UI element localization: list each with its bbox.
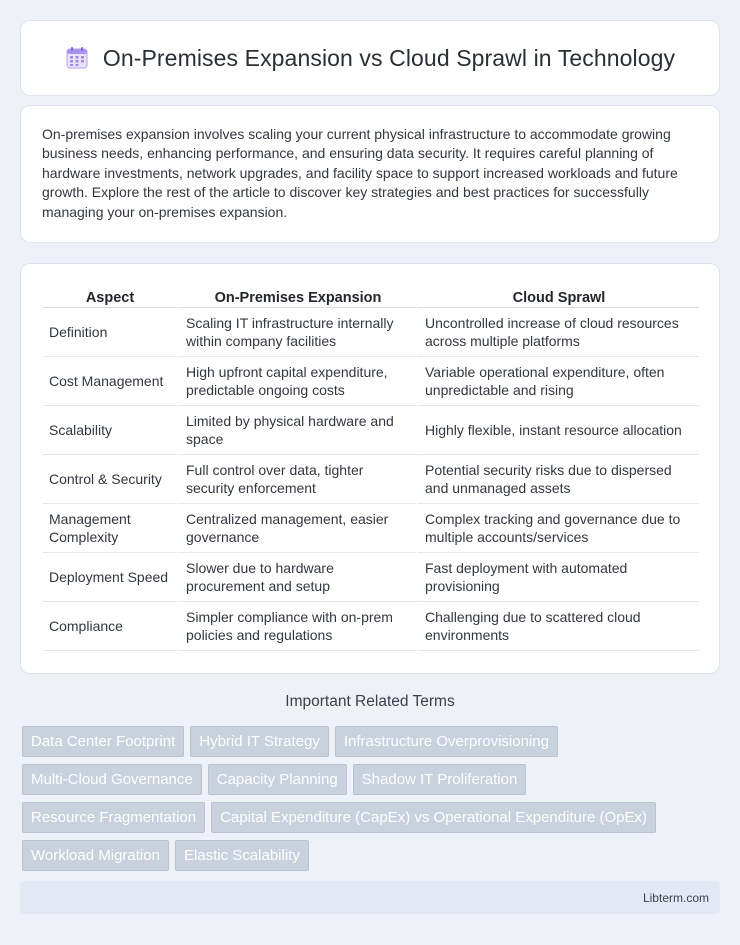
on-premises-cell: Scaling IT infrastructure internally within company facilities: [177, 308, 416, 357]
cloud-sprawl-cell: Complex tracking and governance due to multiple accounts/services: [416, 504, 699, 553]
table-row: [43, 602, 699, 651]
related-terms-list: [22, 726, 722, 878]
related-term-chip[interactable]: Capital Expenditure (CapEx) vs Operational Expenditure (OpEx): [211, 802, 656, 833]
table-row: [43, 308, 699, 357]
aspect-cell: Management Complexity: [43, 504, 177, 553]
on-premises-cell: Simpler compliance with on-prem policies and regulations: [177, 602, 416, 651]
related-terms-row: [22, 840, 722, 871]
column-header-cloud-sprawl: Cloud Sprawl: [416, 286, 699, 308]
on-premises-cell: High upfront capital expenditure, predictable ongoing costs: [177, 357, 416, 406]
related-term-chip[interactable]: Workload Migration: [22, 840, 169, 871]
cloud-sprawl-cell: Uncontrolled increase of cloud resources across multiple platforms: [416, 308, 699, 357]
footer-site-link[interactable]: Libterm.com: [642, 890, 709, 905]
related-term-chip[interactable]: Resource Fragmentation: [22, 802, 205, 833]
calendar-icon: [65, 46, 89, 70]
on-premises-cell: Slower due to hardware procurement and setup: [177, 553, 416, 602]
table-row: [43, 357, 699, 406]
related-term-chip[interactable]: Multi-Cloud Governance: [22, 764, 202, 795]
table-row: [43, 553, 699, 602]
intro-section: [20, 105, 720, 243]
cloud-sprawl-cell: Fast deployment with automated provisioning: [416, 553, 699, 602]
table-header-row: [43, 286, 699, 308]
related-term-chip[interactable]: Infrastructure Overprovisioning: [335, 726, 558, 757]
page-header: [20, 20, 720, 96]
aspect-cell: Cost Management: [43, 357, 177, 406]
on-premises-cell: Limited by physical hardware and space: [177, 406, 416, 455]
related-terms-row: [22, 802, 722, 833]
comparison-section: [20, 263, 720, 674]
table-row: [43, 504, 699, 553]
aspect-cell: Definition: [43, 308, 177, 357]
column-header-aspect: Aspect: [43, 286, 177, 308]
table-row: [43, 455, 699, 504]
related-term-chip[interactable]: Elastic Scalability: [175, 840, 309, 871]
cloud-sprawl-cell: Variable operational expenditure, often unpredictable and rising: [416, 357, 699, 406]
related-term-chip[interactable]: Data Center Footprint: [22, 726, 184, 757]
on-premises-cell: Full control over data, tighter security enforcement: [177, 455, 416, 504]
related-term-chip[interactable]: Shadow IT Proliferation: [353, 764, 527, 795]
column-header-on-premises: On-Premises Expansion: [177, 286, 416, 308]
cloud-sprawl-cell: Potential security risks due to dispersed and unmanaged assets: [416, 455, 699, 504]
comparison-table: [43, 286, 699, 651]
aspect-cell: Deployment Speed: [43, 553, 177, 602]
cloud-sprawl-cell: Highly flexible, instant resource allocation: [416, 406, 699, 455]
aspect-cell: Compliance: [43, 602, 177, 651]
on-premises-cell: Centralized management, easier governance: [177, 504, 416, 553]
related-terms-title: Important Related Terms: [285, 693, 455, 710]
table-row: [43, 406, 699, 455]
related-terms-row: [22, 764, 722, 795]
footer-bar: [20, 881, 720, 914]
aspect-cell: Scalability: [43, 406, 177, 455]
related-term-chip[interactable]: Hybrid IT Strategy: [190, 726, 329, 757]
aspect-cell: Control & Security: [43, 455, 177, 504]
intro-text: On-premises expansion involves scaling your current physical infrastructure to accommodate growing business needs, enhancing performance, and ensuring data security. It requires careful planning of hardware investments, network upgrades, and facility space to support increased workloads and future growth. Explore the rest of the article to discover key strategies and best practices for successfully managing your on-premises expansion.: [42, 126, 678, 220]
related-term-chip[interactable]: Capacity Planning: [208, 764, 347, 795]
related-terms-row: [22, 726, 722, 757]
cloud-sprawl-cell: Challenging due to scattered cloud environments: [416, 602, 699, 651]
page-title: On-Premises Expansion vs Cloud Sprawl in Technology: [102, 44, 676, 71]
